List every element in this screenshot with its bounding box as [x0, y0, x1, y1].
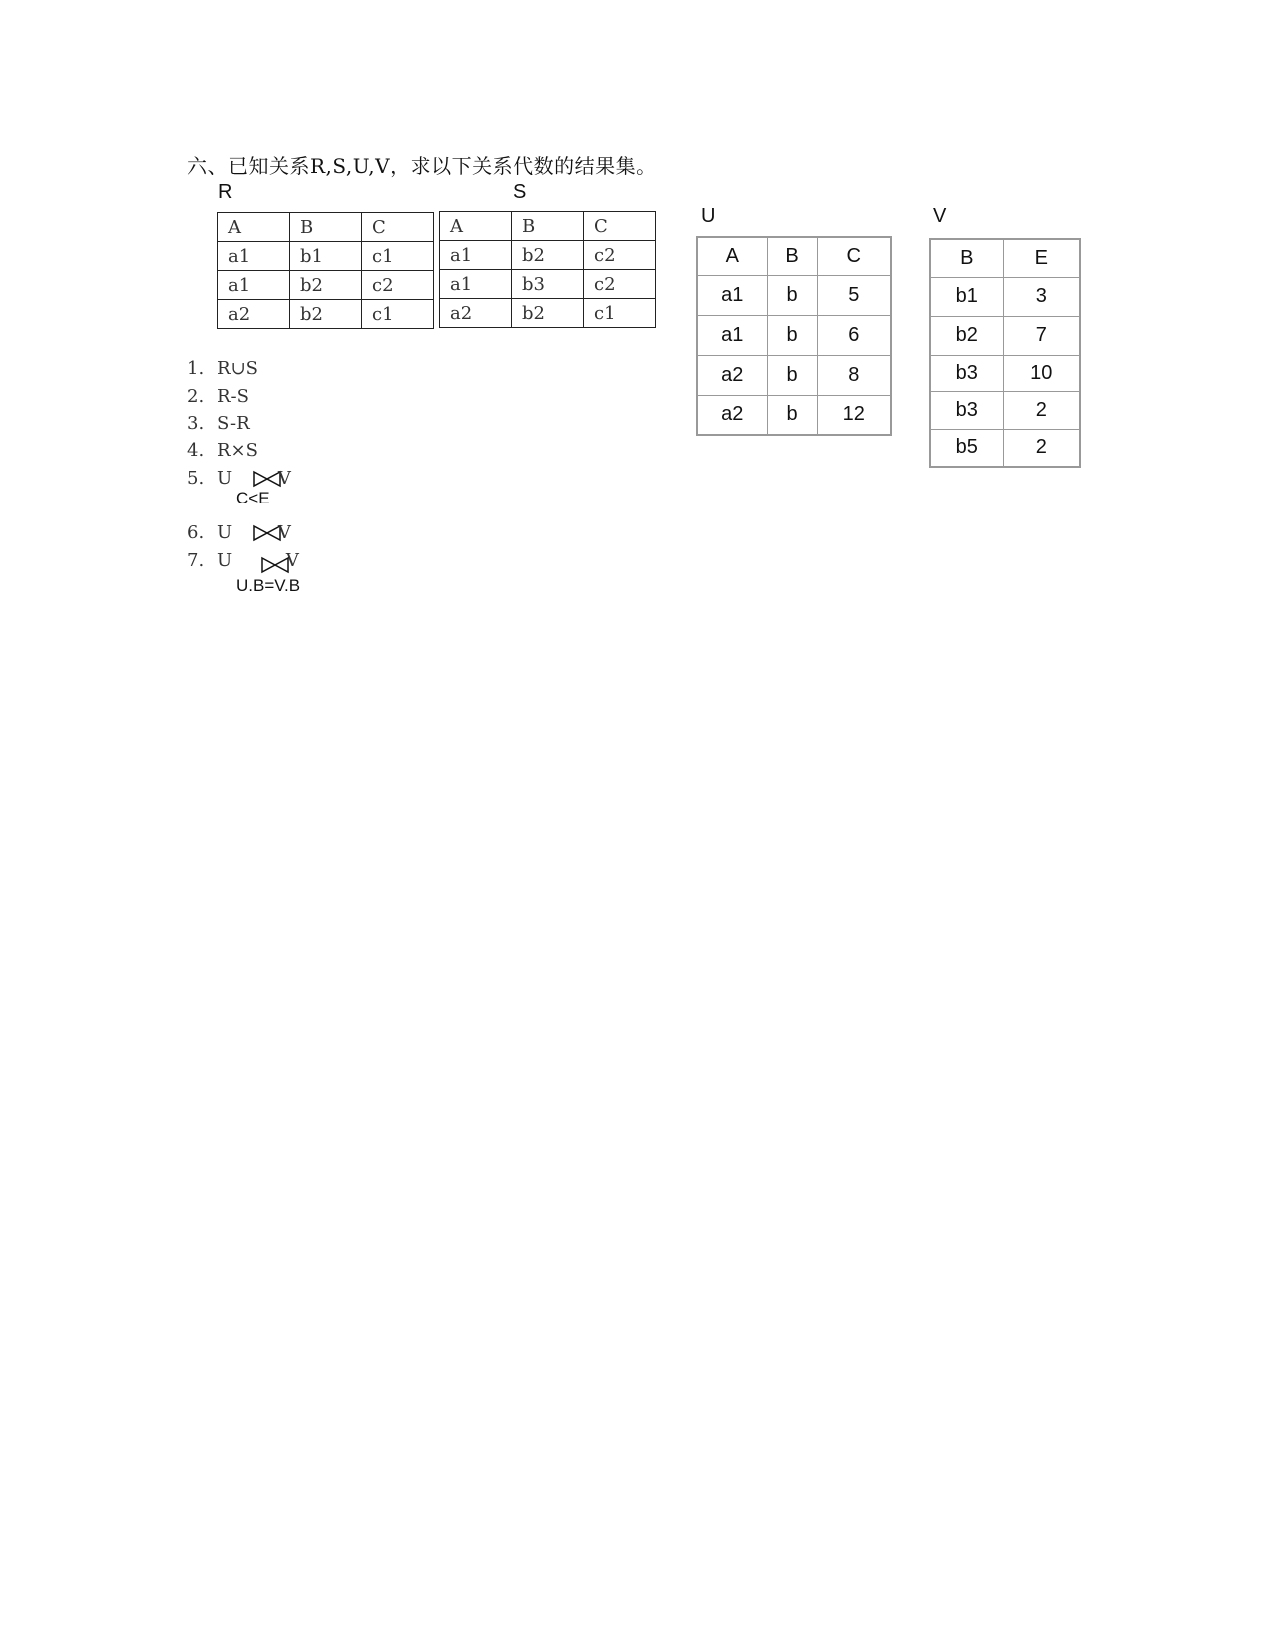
question-number: 5. — [187, 468, 205, 489]
header-cell: C — [584, 212, 656, 241]
table-cell: c1 — [584, 299, 656, 328]
table-cell: b2 — [290, 300, 362, 329]
question-expression: R-S — [217, 386, 249, 407]
table-cell: a1 — [697, 315, 767, 355]
question-expression: R×S — [217, 440, 258, 461]
table-cell: c1 — [362, 300, 434, 329]
table-cell: b2 — [930, 316, 1003, 355]
table-row — [440, 299, 656, 328]
question-heading: 六、已知关系R,S,U,V，求以下关系代数的结果集。 — [187, 154, 657, 178]
header-cell: B — [767, 237, 817, 275]
table-row — [930, 429, 1080, 467]
table-cell: a1 — [218, 242, 290, 271]
relation-v-table — [929, 238, 1081, 468]
question-item — [187, 358, 258, 379]
question-expression: S-R — [217, 413, 250, 434]
table-cell: c2 — [584, 241, 656, 270]
table-cell: a1 — [218, 271, 290, 300]
question-expression: R∪S — [217, 358, 258, 379]
header-cell: E — [1003, 239, 1080, 277]
table-cell: c2 — [584, 270, 656, 299]
table-cell: b2 — [290, 271, 362, 300]
header-cell: A — [218, 213, 290, 242]
header-cell: A — [697, 237, 767, 275]
table-cell: b — [767, 395, 817, 435]
table-cell: a1 — [440, 270, 512, 299]
natural-join-icon — [260, 556, 290, 574]
table-row — [930, 355, 1080, 391]
question-number: 4. — [187, 440, 205, 461]
table-cell: a2 — [697, 355, 767, 395]
table-cell: 3 — [1003, 277, 1080, 316]
question-item — [187, 550, 299, 571]
table-cell: a1 — [440, 241, 512, 270]
join-condition: C<E — [236, 489, 270, 503]
question-left-relation: U — [217, 468, 233, 489]
table-row — [697, 395, 891, 435]
table-row — [697, 355, 891, 395]
question-item — [187, 386, 249, 407]
question-number: 1. — [187, 358, 205, 379]
table-header-row — [930, 239, 1080, 277]
relation-r-table — [217, 212, 434, 329]
relation-u-table — [696, 236, 892, 436]
table-header-row — [697, 237, 891, 275]
table-cell: b — [767, 355, 817, 395]
question-item — [187, 468, 291, 489]
table-s-label: S — [513, 181, 527, 203]
question-number: 7. — [187, 550, 205, 571]
table-cell: b1 — [930, 277, 1003, 316]
table-cell: b2 — [512, 241, 584, 270]
table-cell: 2 — [1003, 391, 1080, 429]
table-cell: b3 — [930, 391, 1003, 429]
question-item — [187, 413, 250, 434]
header-cell: B — [512, 212, 584, 241]
question-item — [187, 440, 258, 461]
table-cell: a1 — [697, 275, 767, 315]
table-cell: b2 — [512, 299, 584, 328]
question-right-relation: V — [277, 468, 291, 489]
table-header-row — [440, 212, 656, 241]
table-row — [930, 277, 1080, 316]
table-row — [218, 271, 434, 300]
table-row — [218, 300, 434, 329]
question-right-relation: V — [285, 550, 299, 571]
table-header-row — [218, 213, 434, 242]
table-cell: 10 — [1003, 355, 1080, 391]
question-item — [187, 522, 291, 543]
header-cell: C — [817, 237, 891, 275]
question-number: 2. — [187, 386, 205, 407]
relation-s-table — [439, 211, 656, 328]
table-row — [697, 315, 891, 355]
question-number: 3. — [187, 413, 205, 434]
table-cell: 12 — [817, 395, 891, 435]
table-cell: b — [767, 315, 817, 355]
table-cell: b1 — [290, 242, 362, 271]
table-r-label: R — [218, 181, 233, 203]
table-v-label: V — [933, 205, 947, 227]
table-row — [930, 391, 1080, 429]
table-cell: a2 — [218, 300, 290, 329]
table-cell: b5 — [930, 429, 1003, 467]
question-left-relation: U — [217, 522, 233, 543]
table-cell: b3 — [930, 355, 1003, 391]
table-cell: 6 — [817, 315, 891, 355]
question-right-relation: V — [277, 522, 291, 543]
header-cell: B — [930, 239, 1003, 277]
join-condition: U.B=V.B — [236, 576, 301, 595]
table-cell: 5 — [817, 275, 891, 315]
table-cell: 2 — [1003, 429, 1080, 467]
table-u-label: U — [701, 205, 716, 227]
header-cell: C — [362, 213, 434, 242]
table-row — [440, 270, 656, 299]
table-row — [697, 275, 891, 315]
table-cell: c2 — [362, 271, 434, 300]
header-cell: B — [290, 213, 362, 242]
table-row — [930, 316, 1080, 355]
table-row — [440, 241, 656, 270]
question-number: 6. — [187, 522, 205, 543]
table-row — [218, 242, 434, 271]
table-cell: c1 — [362, 242, 434, 271]
table-cell: a2 — [697, 395, 767, 435]
table-cell: a2 — [440, 299, 512, 328]
header-cell: A — [440, 212, 512, 241]
question-left-relation: U — [217, 550, 233, 571]
table-cell: b — [767, 275, 817, 315]
table-cell: 7 — [1003, 316, 1080, 355]
table-cell: b3 — [512, 270, 584, 299]
table-cell: 8 — [817, 355, 891, 395]
